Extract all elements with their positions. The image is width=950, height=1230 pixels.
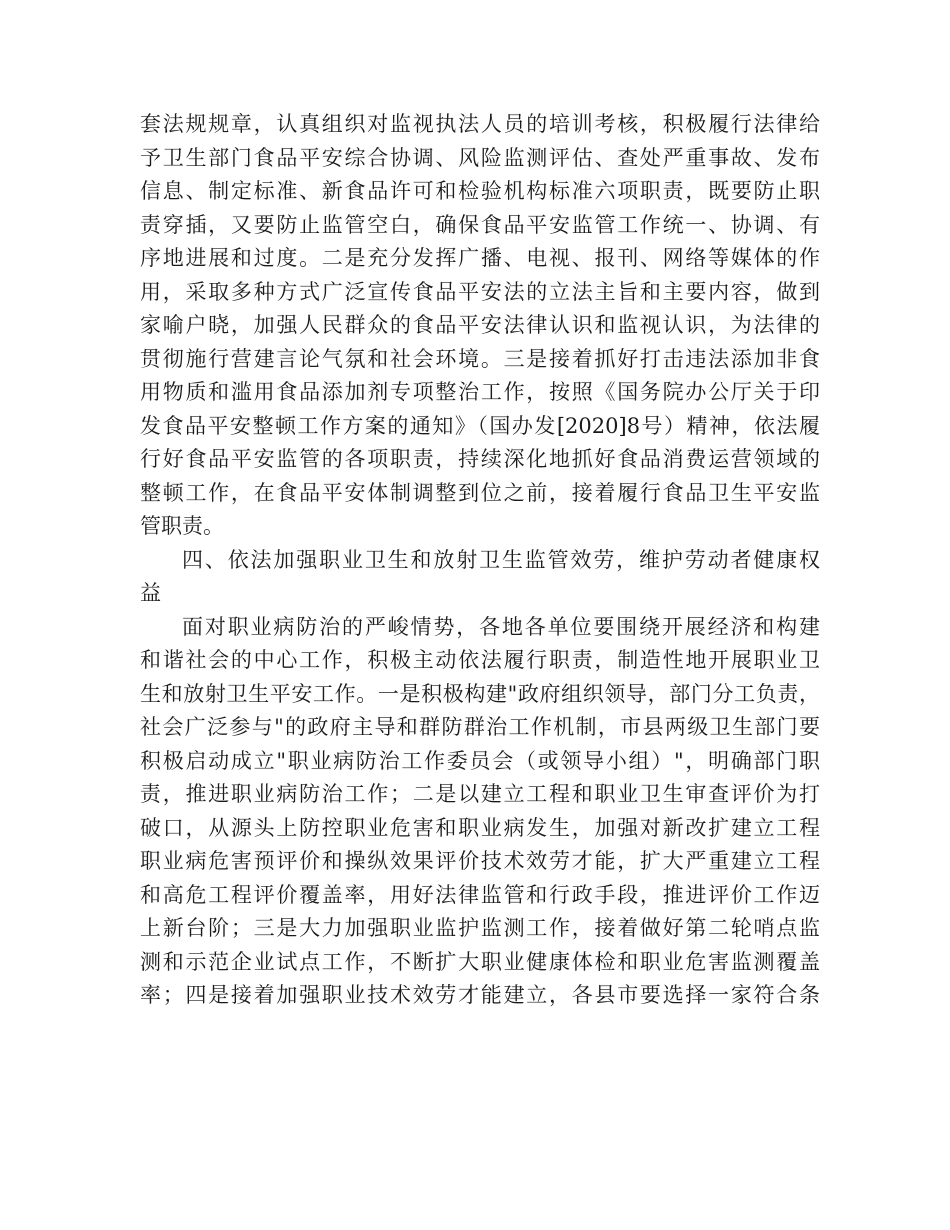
text-line: 发食品平安整顿工作方案的通知》（国办发[2020]8号）精神，依法履 [140,413,820,438]
text-line: 社会广泛参与"的政府主导和群防群治工作机制，市县两级卫生部门要 [140,715,820,739]
text-line: 面对职业病防治的严峻情势，各地各单位要围绕开展经济和构建 [182,614,820,639]
document-body [140,108,820,1013]
text-line: 率；四是接着加强职业技术效劳才能建立，各县市要选择一家符合条 [140,983,820,1007]
text-line: 家喻户晓，加强人民群众的食品平安法律认识和监视认识，为法律的 [140,313,820,337]
text-line: 套法规规章，认真组织对监视执法人员的培训考核，积极履行法律给 [140,112,820,136]
text-line: 序地进展和过度。二是充分发挥广播、电视、报刊、网络等媒体的作 [140,246,820,270]
text-line: 职业病危害预评价和操纵效果评价技术效劳才能，扩大严重建立工程 [140,849,820,873]
text-line: 破口，从源头上防控职业危害和职业病发生，加强对新改扩建立工程 [140,815,820,840]
text-line: 用物质和滥用食品添加剂专项整治工作，按照《国务院办公厅关于印 [140,380,820,404]
text-line: 责穿插，又要防止监管空白，确保食品平安监管工作统一、协调、有 [140,212,820,237]
text-line: 管职责。 [140,514,224,538]
paragraph-food-safety [140,108,820,544]
text-line: 整顿工作，在食品平安体制调整到位之前，接着履行食品卫生平安监 [140,480,820,505]
text-line: 上新台阶；三是大力加强职业监护监测工作，接着做好第二轮哨点监 [140,916,820,940]
text-line: 测和示范企业试点工作，不断扩大职业健康体检和职业危害监测覆盖 [140,949,820,974]
text-line: 生和放射卫生平安工作。一是积极构建"政府组织领导，部门分工负责， [140,681,820,706]
text-line: 责，推进职业病防治工作；二是以建立工程和职业卫生审查评价为打 [140,782,820,806]
text-line: 信息、制定标准、新食品许可和检验机构标准六项职责，既要防止职 [140,179,820,203]
heading-line: 益 [140,581,161,605]
text-line: 和高危工程评价覆盖率，用好法律监管和行政手段，推进评价工作迈 [140,882,820,907]
paragraph-occupational-health [140,611,820,1013]
section-heading-4 [140,544,820,611]
text-line: 积极启动成立"职业病防治工作委员会（或领导小组）"，明确部门职 [140,748,820,773]
text-line: 和谐社会的中心工作，积极主动依法履行职责，制造性地开展职业卫 [140,648,820,672]
heading-line: 四、依法加强职业卫生和放射卫生监管效劳，维护劳动者健康权 [182,547,820,572]
text-line: 贯彻施行营建言论气氛和社会环境。三是接着抓好打击违法添加非食 [140,346,820,371]
text-line: 行好食品平安监管的各项职责，持续深化地抓好食品消费运营领域的 [140,447,820,471]
text-line: 予卫生部门食品平安综合协调、风险监测评估、查处严重事故、发布 [140,145,820,170]
text-line: 用，采取多种方式广泛宣传食品平安法的立法主旨和主要内容，做到 [140,279,820,304]
